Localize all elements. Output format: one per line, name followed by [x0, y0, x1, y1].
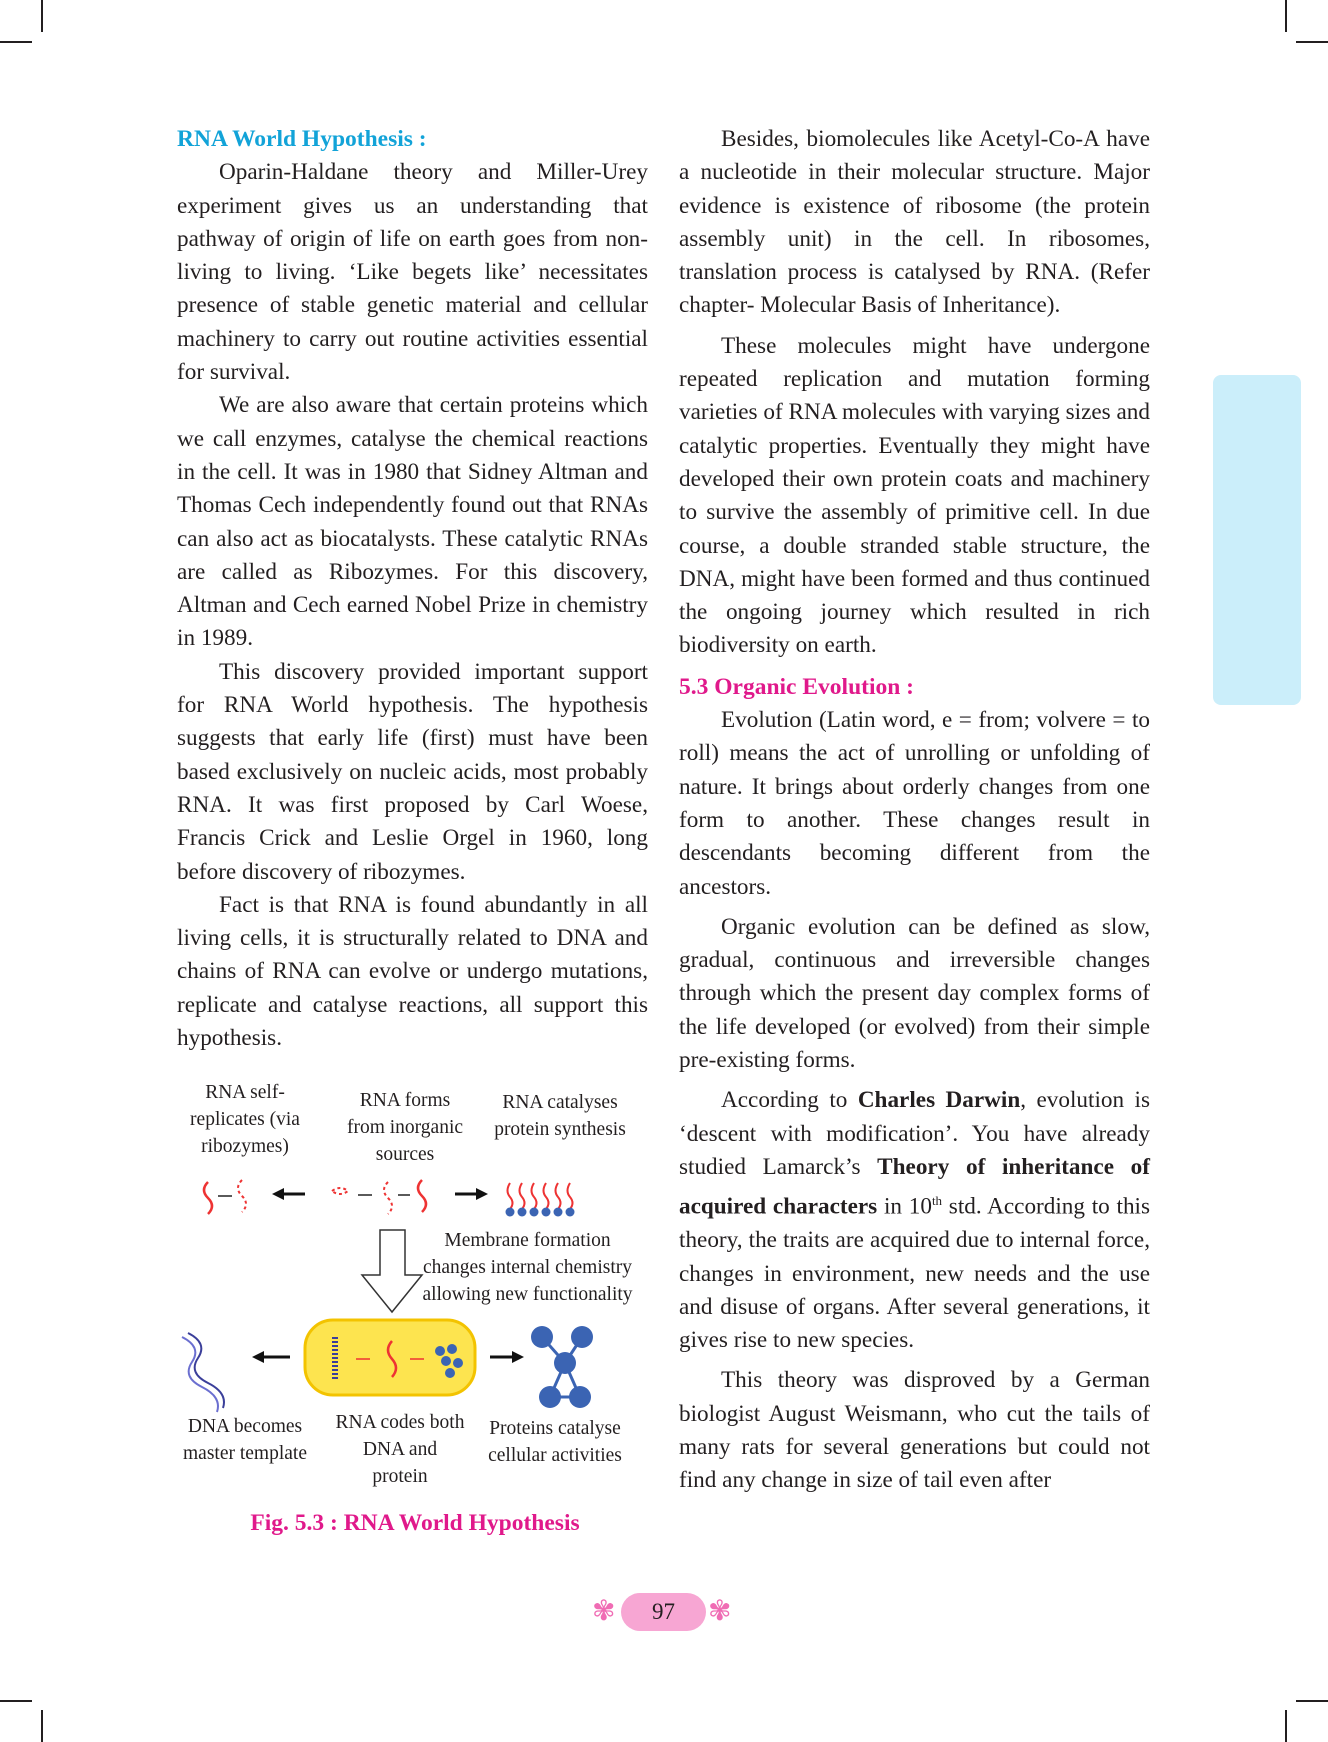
rna-strand-icon	[204, 1182, 212, 1214]
label-dna-master-template: DNA becomes master template	[183, 1416, 307, 1464]
rna-ribosome-icon	[508, 1183, 573, 1209]
label-rna-self-replicates: RNA self-replicates (via ribozymes)	[190, 1082, 300, 1157]
crop-mark	[1285, 0, 1287, 32]
text-run: in 10	[877, 1193, 932, 1220]
figure-caption: Fig. 5.3 : RNA World Hypothesis	[250, 1510, 580, 1536]
paragraph: Besides, biomolecules like Acetyl-Co-A have a nucleotide in their molecular structure. Major evidence is existence of ribosome (the protein assembly unit) in the cell. In ribosomes, translation process is catalysed by RNA. (Refer chapter- Molecular Basis of Inheritance).	[679, 126, 1150, 319]
paragraph: Organic evolution can be defined as slow, gradual, continuous and irreversible changes through which the present day complex forms of the life developed (or evolved) from their simple pre-existing forms.	[679, 913, 1150, 1074]
arrow-head-icon	[476, 1188, 488, 1200]
text-run: , evolution is ‘descent with modification’. You have already studied Lamarck’s	[679, 1087, 1151, 1180]
figure-graphics	[160, 1075, 670, 1545]
text-run: According to	[721, 1087, 858, 1114]
crop-mark	[41, 0, 43, 32]
crop-mark	[0, 41, 32, 43]
rna-world-figure	[160, 1075, 670, 1545]
rna-fragment-icon	[332, 1188, 348, 1194]
crop-mark	[1296, 41, 1328, 43]
page-number: 97	[621, 1593, 706, 1631]
bold-term: Charles Darwin	[857, 1087, 1021, 1114]
paragraph: This theory was disproved by a German biologist August Weismann, who cut the tails of many rats for several generations but could not find any change in size of tail even after	[679, 1367, 1150, 1494]
label-rna-catalyses: RNA catalyses protein synthesis	[494, 1092, 626, 1140]
label-membrane-formation: Membrane formation changes internal chemistry allowing new functionality	[422, 1230, 633, 1305]
paragraph: Evolution (Latin word, e = from; volvere = to roll) means the act of unrolling or unfolding of nature. It brings about orderly changes from one form to another. These changes result in descendants becoming different from the ancestors.	[679, 707, 1150, 900]
dna-helix-icon	[182, 1337, 218, 1412]
paragraph: Oparin-Haldane theory and Miller-Urey experiment gives us an understanding that pathway of origin of life on earth goes from non-living to living. ‘Like begets like’ necessitates presence of stable genetic material and cellular machinery to carry out routine activities essential for survival.	[177, 159, 648, 386]
crop-mark	[41, 1710, 43, 1742]
crop-mark	[0, 1700, 32, 1702]
paragraph: We are also aware that certain proteins which we call enzymes, catalyse the chemical reactions in the cell. It was in 1980 that Sidney Altman and Thomas Cech independently found out that RNAs can also act as biocatalysts. These catalytic RNAs are called as Ribozymes. For this discovery, Altman and Cech earned Nobel Prize in chemistry in 1989.	[177, 392, 648, 652]
flower-ornament-icon: ✾	[592, 1596, 616, 1627]
paragraph-darwin	[679, 1084, 1150, 1357]
rna-strand-icon	[238, 1180, 246, 1212]
down-arrow-icon	[362, 1230, 422, 1312]
paragraph: These molecules might have undergone repeated replication and mutation forming varieties of RNA molecules with varying sizes and catalytic properties. Eventually they might have developed their own protein coats and machinery to survive the assembly of primitive cell. In due course, a double stranded stable structure, the DNA, might have been formed and thus continued the ongoing journey which resulted in rich biodiversity on earth.	[679, 332, 1150, 659]
crop-mark	[1296, 1700, 1328, 1702]
section-heading-organic-evolution: 5.3 Organic Evolution :	[679, 673, 915, 700]
left-column	[177, 123, 648, 1055]
bold-term: Theory of inheritance of acquired characters	[679, 1153, 1150, 1220]
dna-helix-icon	[188, 1333, 224, 1408]
paragraph: This discovery provided important support for RNA World hypothesis. The hypothesis suggests that early life (first) must have been based exclusively on nucleic acids, most probably RNA. It was first proposed by Carl Woese, Francis Crick and Leslie Orgel in 1960, long before discovery of ribozymes.	[177, 658, 648, 885]
label-rna-codes: RNA codes both DNA and protein	[335, 1412, 465, 1487]
superscript: th	[931, 1193, 943, 1209]
crop-mark	[1285, 1710, 1287, 1742]
section-heading-rna-world: RNA World Hypothesis :	[177, 126, 427, 152]
arrow-head-icon	[512, 1351, 524, 1363]
label-proteins-catalyse: Proteins catalyse cellular activities	[488, 1418, 622, 1466]
rna-strand-icon	[384, 1182, 392, 1214]
arrow-head-icon	[252, 1351, 264, 1363]
right-column	[679, 123, 1150, 1498]
paragraph: Fact is that RNA is found abundantly in all living cells, it is structurally related to DNA and chains of RNA can evolve or undergo mutations, replicate and catalyse reactions, all support this hypothesis.	[177, 891, 648, 1052]
text-run: std. According to this theory, the traits are acquired due to internal force, changes in environment, new needs and the use and disuse of organs. After several generations, it gives rise to new species.	[679, 1193, 1151, 1354]
label-rna-forms: RNA forms from inorganic sources	[346, 1090, 464, 1165]
arrow-head-icon	[272, 1188, 284, 1200]
amino-chain-icon	[506, 1208, 575, 1217]
flower-ornament-icon: ✾	[708, 1596, 732, 1627]
rna-strand-icon	[418, 1180, 426, 1212]
chapter-side-tab	[1213, 375, 1301, 705]
protein-icon	[531, 1326, 593, 1408]
